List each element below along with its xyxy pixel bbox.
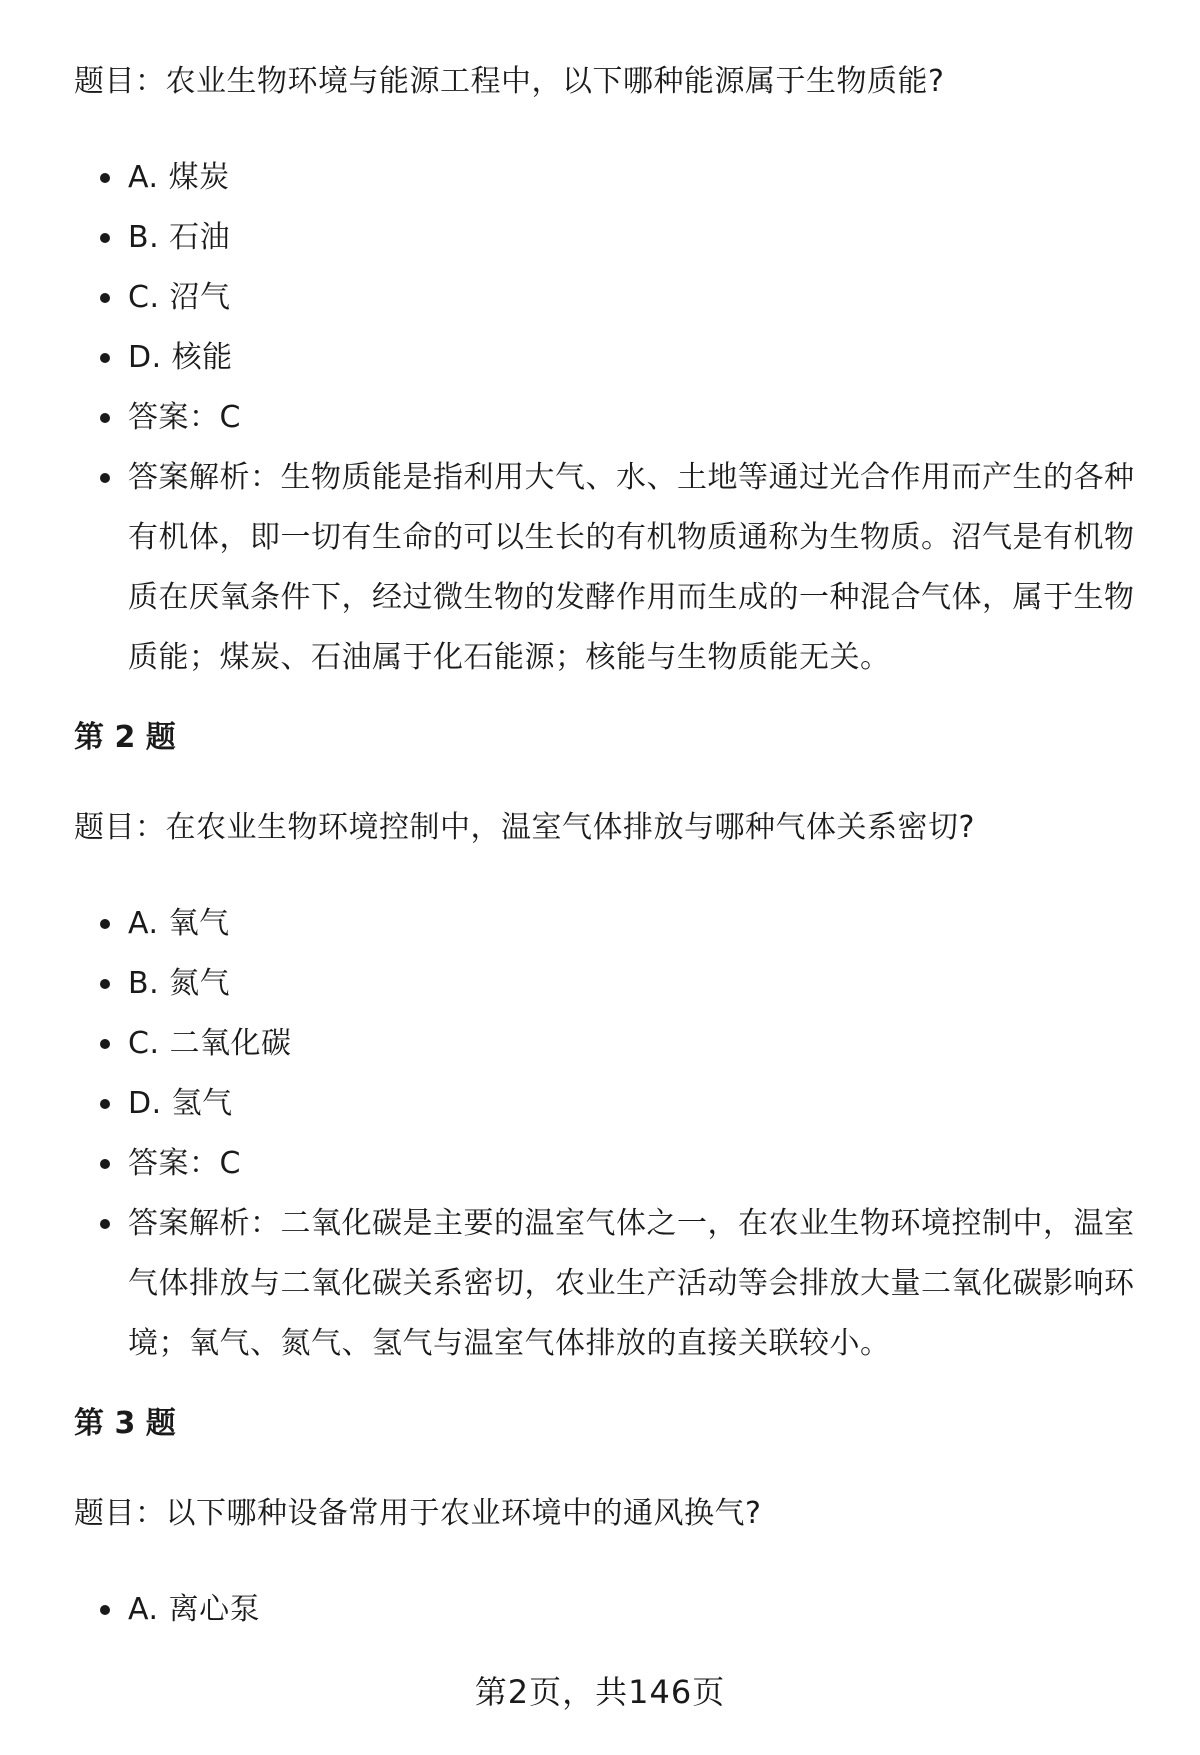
question-1-options bbox=[74, 148, 1154, 688]
question-2-option-d: D. 氢气 bbox=[74, 1074, 1154, 1134]
question-1-explanation: 答案解析：生物质能是指利用大气、水、土地等通过光合作用而产生的各种有机体，即一切有生命的可以生长的有机物质通称为生物质。沼气是有机物质在厌氧条件下，经过微生物的发酵作用而生成的一种混合气体，属于生物质能；煤炭、石油属于化石能源；核能与生物质能无关。 bbox=[74, 448, 1150, 688]
question-1-option-d: D. 核能 bbox=[74, 328, 1154, 388]
question-1-option-a: A. 煤炭 bbox=[74, 148, 1154, 208]
question-3-text: 题目：以下哪种设备常用于农业环境中的通风换气? bbox=[74, 1496, 762, 1531]
question-2-option-b: B. 氮气 bbox=[74, 954, 1154, 1014]
question-3-option-a: A. 离心泵 bbox=[74, 1580, 1154, 1640]
question-2-heading: 第 2 题 bbox=[74, 720, 176, 755]
question-3-heading: 第 3 题 bbox=[74, 1406, 176, 1441]
question-2-explanation: 答案解析：二氧化碳是主要的温室气体之一，在农业生物环境控制中，温室气体排放与二氧化碳关系密切，农业生产活动等会排放大量二氧化碳影响环境；氧气、氮气、氢气与温室气体排放的直接关联较小。 bbox=[74, 1194, 1150, 1374]
question-3-options bbox=[74, 1580, 1154, 1640]
question-2-option-c: C. 二氧化碳 bbox=[74, 1014, 1154, 1074]
question-2-text: 题目：在农业生物环境控制中，温室气体排放与哪种气体关系密切? bbox=[74, 810, 975, 845]
question-2-options bbox=[74, 894, 1154, 1374]
question-1-answer: 答案：C bbox=[74, 388, 1154, 448]
document-page bbox=[74, 62, 1154, 1640]
question-2-option-a: A. 氧气 bbox=[74, 894, 1154, 954]
question-1-option-b: B. 石油 bbox=[74, 208, 1154, 268]
question-2-answer: 答案：C bbox=[74, 1134, 1154, 1194]
question-1-option-c: C. 沼气 bbox=[74, 268, 1154, 328]
question-1-text: 题目：农业生物环境与能源工程中，以下哪种能源属于生物质能? bbox=[74, 64, 945, 99]
page-number-footer: 第2页，共146页 bbox=[474, 1673, 726, 1711]
